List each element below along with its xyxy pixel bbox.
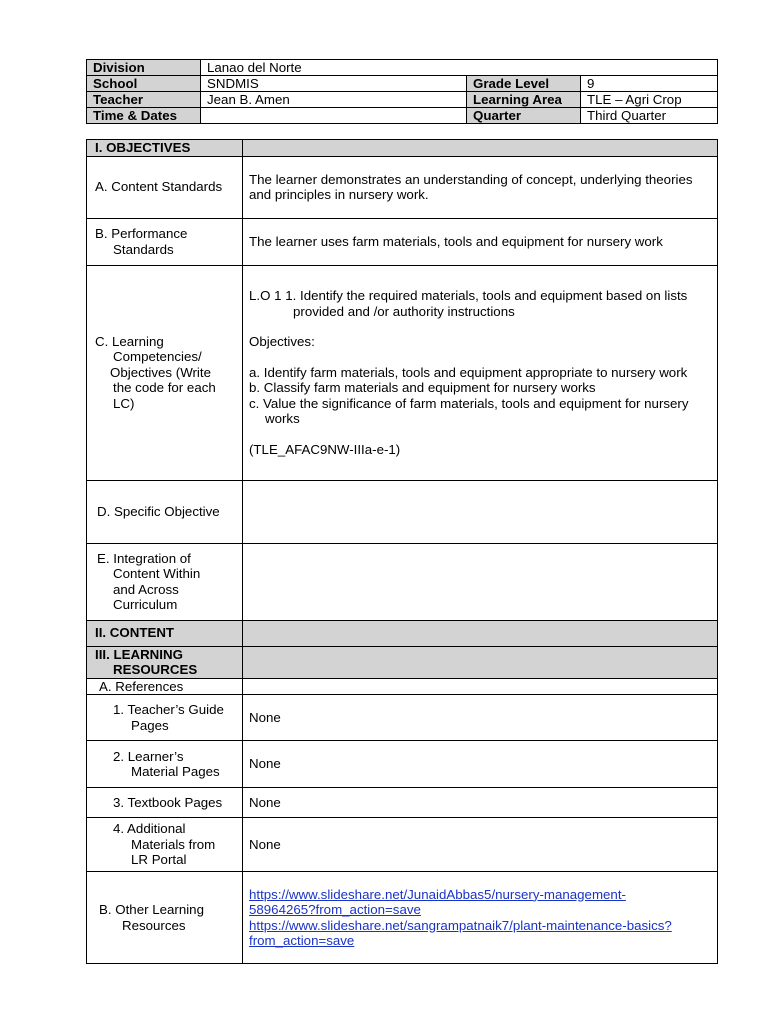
- objective-b: b. Classify farm materials and equipment for nursery works: [249, 380, 596, 395]
- division-value: Lanao del Norte: [201, 60, 718, 76]
- time-value: [201, 108, 467, 124]
- grade-value: 9: [581, 76, 718, 92]
- textbook-pages-label: 3. Textbook Pages: [87, 788, 243, 818]
- performance-standards-label: B. Performance Standards: [87, 218, 243, 265]
- learners-material-value: None: [243, 741, 718, 788]
- teachers-guide-value: None: [243, 695, 718, 741]
- objectives-heading-row: [87, 140, 718, 157]
- learning-competencies-row: [87, 265, 718, 480]
- objective-c: c. Value the significance of farm materials, tools and equipment for nursery works: [249, 395, 689, 426]
- quarter-label: Quarter: [467, 108, 581, 124]
- content-heading-row: [87, 620, 718, 646]
- grade-label: Grade Level: [467, 76, 581, 92]
- integration-label: E. Integration of Content Within and Across Curriculum: [87, 543, 243, 620]
- specific-objective-row: [87, 480, 718, 543]
- time-label: Time & Dates: [87, 108, 201, 124]
- resources-heading-row: [87, 646, 718, 678]
- learning-competencies-content: [243, 265, 718, 480]
- teacher-label: Teacher: [87, 92, 201, 108]
- additional-materials-row: [87, 818, 718, 872]
- division-label: Division: [87, 60, 201, 76]
- school-label: School: [87, 76, 201, 92]
- learning-outcome: L.O 1 1. Identify the required materials, tools and equipment based on lists provided and /or authority instructions: [249, 288, 688, 319]
- school-value: SNDMIS: [201, 76, 467, 92]
- content-standards-row: [87, 156, 718, 218]
- references-label: A. References: [87, 678, 243, 695]
- additional-materials-label: 4. Additional Materials from LR Portal: [87, 818, 243, 872]
- additional-materials-value: None: [243, 818, 718, 872]
- learners-material-row: [87, 741, 718, 788]
- specific-objective-label: D. Specific Objective: [87, 480, 243, 543]
- competency-code: (TLE_AFAC9NW-IIIa-e-1): [249, 441, 401, 457]
- textbook-pages-value: None: [243, 788, 718, 818]
- learners-material-label: 2. Learner’s Material Pages: [87, 741, 243, 788]
- division-row: [87, 60, 718, 76]
- objectives-subheading: Objectives:: [249, 334, 315, 349]
- nursery-management-link[interactable]: https://www.slideshare.net/JunaidAbbas5/nursery-management- 58964265?from_action=save: [249, 886, 626, 917]
- area-value: TLE – Agri Crop: [581, 92, 718, 108]
- objective-a: a. Identify farm materials, tools and equipment appropriate to nursery work: [249, 364, 688, 380]
- objectives-heading: I. OBJECTIVES: [87, 140, 243, 157]
- other-resources-row: [87, 872, 718, 964]
- plant-maintenance-link[interactable]: https://www.slideshare.net/sangrampatnaik7/plant-maintenance-basics? from_action=save: [249, 917, 672, 948]
- teachers-guide-label: 1. Teacher’s Guide Pages: [87, 695, 243, 741]
- school-row: [87, 76, 718, 92]
- learning-competencies-label: C. Learning Competencies/ Objectives (Write the code for each LC): [87, 265, 243, 480]
- area-label: Learning Area: [467, 92, 581, 108]
- textbook-pages-row: [87, 788, 718, 818]
- performance-standards-text: The learner uses farm materials, tools and equipment for nursery work: [243, 218, 718, 265]
- teachers-guide-row: [87, 695, 718, 741]
- lesson-plan-table: [86, 139, 718, 964]
- header-table: [86, 59, 718, 124]
- resources-heading: III. LEARNING RESOURCES: [87, 646, 243, 678]
- teacher-row: [87, 92, 718, 108]
- references-row: [87, 678, 718, 695]
- content-standards-label: A. Content Standards: [87, 156, 243, 218]
- other-resources-label: B. Other Learning Resources: [87, 872, 243, 964]
- teacher-value: Jean B. Amen: [201, 92, 467, 108]
- quarter-value: Third Quarter: [581, 108, 718, 124]
- performance-standards-row: [87, 218, 718, 265]
- content-standards-text: The learner demonstrates an understanding of concept, underlying theories and principles in nursery work.: [243, 156, 718, 218]
- other-resources-links: [243, 872, 718, 964]
- time-row: [87, 108, 718, 124]
- integration-row: [87, 543, 718, 620]
- content-heading: II. CONTENT: [87, 620, 243, 646]
